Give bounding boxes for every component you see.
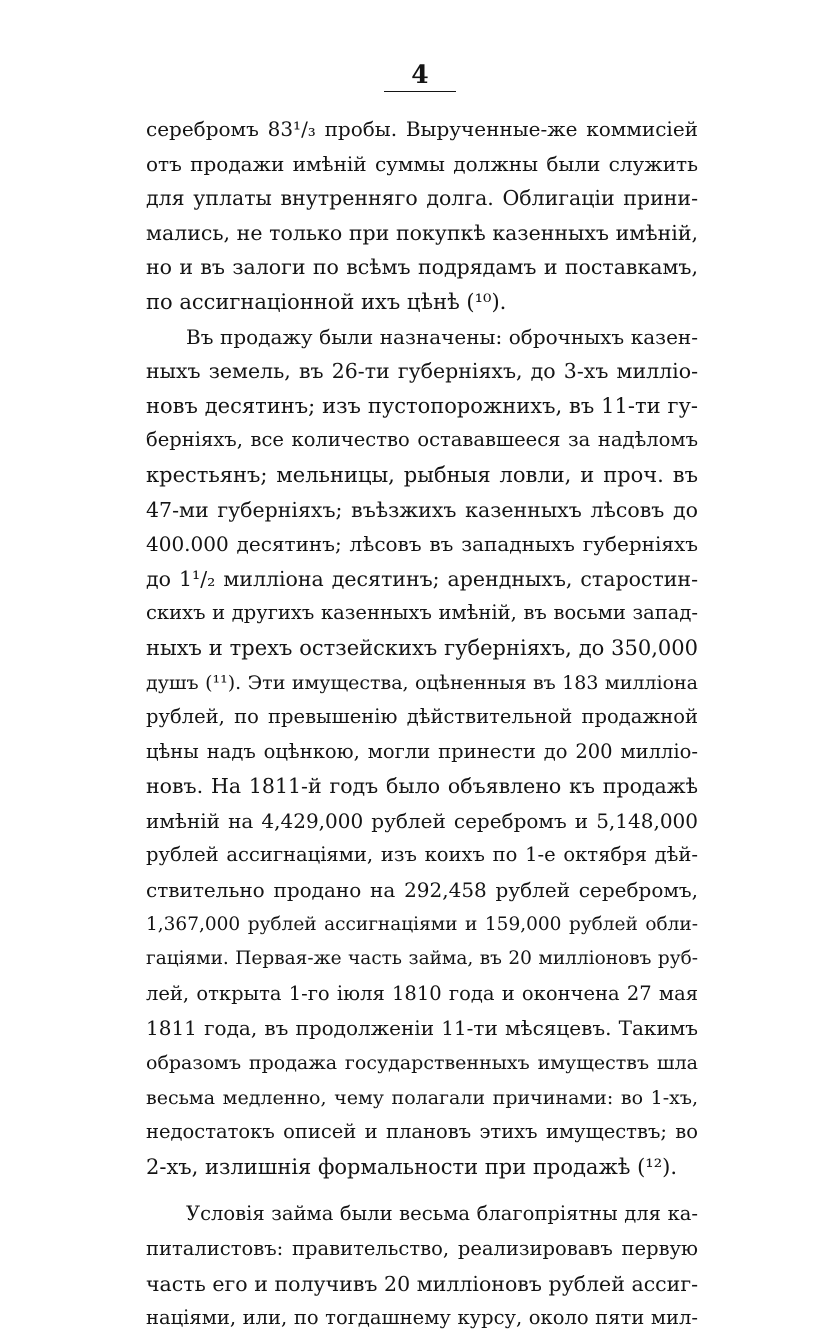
text-line: Условія займа были весьма благопріятны для ка-: [186, 1202, 698, 1226]
text-line: цѣны надъ оцѣнкою, могли принести до 200 милліо-: [146, 739, 698, 763]
paragraph-3: [146, 1197, 698, 1335]
text-line: по ассигнаціонной ихъ цѣнѣ (¹⁰).: [146, 289, 507, 314]
text-line: 1811 года, въ продолженіи 11-ти мѣсяцевъ. Такимъ: [146, 1016, 698, 1041]
text-line: крестьянъ; мельницы, рыбныя ловли, и проч. въ: [146, 462, 698, 487]
text-line: мались, не только при покупкѣ казенныхъ имѣній,: [146, 220, 698, 245]
text-line: часть его и получивъ 20 милліоновъ рублей ассиг-: [146, 1271, 698, 1296]
text-line: гаціями. Первая-же часть займа, въ 20 милліоновъ руб-: [146, 948, 698, 970]
text-line: недостатокъ описей и плановъ этихъ имуществъ; во: [146, 1120, 698, 1144]
text-line: для уплаты внутренняго долга. Облигаціи прини-: [146, 186, 698, 211]
text-line: имѣній на 4,429,000 рублей серебромъ и 5,148,000: [146, 808, 698, 833]
text-line: берніяхъ, все количество остававшееся за надѣломъ: [146, 428, 698, 452]
text-line: рублей ассигнаціями, изъ коихъ по 1-е октября дѣй-: [146, 843, 698, 867]
text-line: отъ продажи имѣній суммы должны были служить: [146, 151, 698, 176]
text-line: 1,367,000 рублей ассигнаціями и 159,000 рублей обли-: [146, 913, 698, 935]
text-line: рублей, по превышенію дѣйствительной продажной: [146, 705, 698, 729]
text-line: ныхъ земель, въ 26-ти губерніяхъ, до 3-хъ милліо-: [146, 359, 698, 384]
text-line: 400.000 десятинъ; лѣсовъ въ западныхъ губерніяхъ: [146, 532, 698, 557]
body-text: [146, 112, 698, 1336]
text-line: серебромъ 83¹/₃ пробы. Вырученные-же коммисіей: [146, 117, 698, 141]
text-line: Въ продажу были назначены: оброчныхъ казен-: [186, 324, 698, 349]
text-line: лей, открыта 1-го іюля 1810 года и окончена 27 мая: [146, 981, 698, 1005]
text-line: 2-хъ, излишнія формальности при продажѣ (¹²).: [146, 1154, 677, 1179]
text-line: ствительно продано на 292,458 рублей серебромъ,: [146, 878, 698, 903]
text-line: до 1¹/₂ милліона десятинъ; арендныхъ, старостин-: [146, 566, 698, 591]
text-line: новъ. На 1811-й годъ было объявлено къ продажѣ: [146, 774, 698, 799]
paragraph-2: [146, 320, 698, 1185]
text-line: образомъ продажа государственныхъ имуществъ шла: [146, 1052, 698, 1075]
text-line: ныхъ и трехъ остзейскихъ губерніяхъ, до 350,000: [146, 635, 698, 660]
text-line: весьма медленно, чему полагали причинами: во 1-хъ,: [146, 1086, 698, 1109]
text-line: скихъ и другихъ казенныхъ имѣній, въ восьми запад-: [146, 601, 698, 625]
text-line: 47-ми губерніяхъ; въѣзжихъ казенныхъ лѣсовъ до: [146, 497, 698, 522]
paragraph-1: [146, 112, 698, 320]
text-line: націями, или, по тогдашнему курсу, около пяти мил-: [146, 1306, 698, 1330]
page-header: [384, 60, 456, 92]
header-rule: [384, 91, 456, 92]
page-number: 4: [411, 60, 429, 89]
text-line: но и въ залоги по всѣмъ подрядамъ и поставкамъ,: [146, 255, 698, 280]
text-line: новъ десятинъ; изъ пустопорожнихъ, въ 11-ти гу-: [146, 393, 698, 418]
text-line: питалистовъ: правительство, реализировавъ первую: [146, 1237, 698, 1260]
text-line: душъ (¹¹). Эти имущества, оцѣненныя въ 183 милліона: [146, 671, 698, 694]
